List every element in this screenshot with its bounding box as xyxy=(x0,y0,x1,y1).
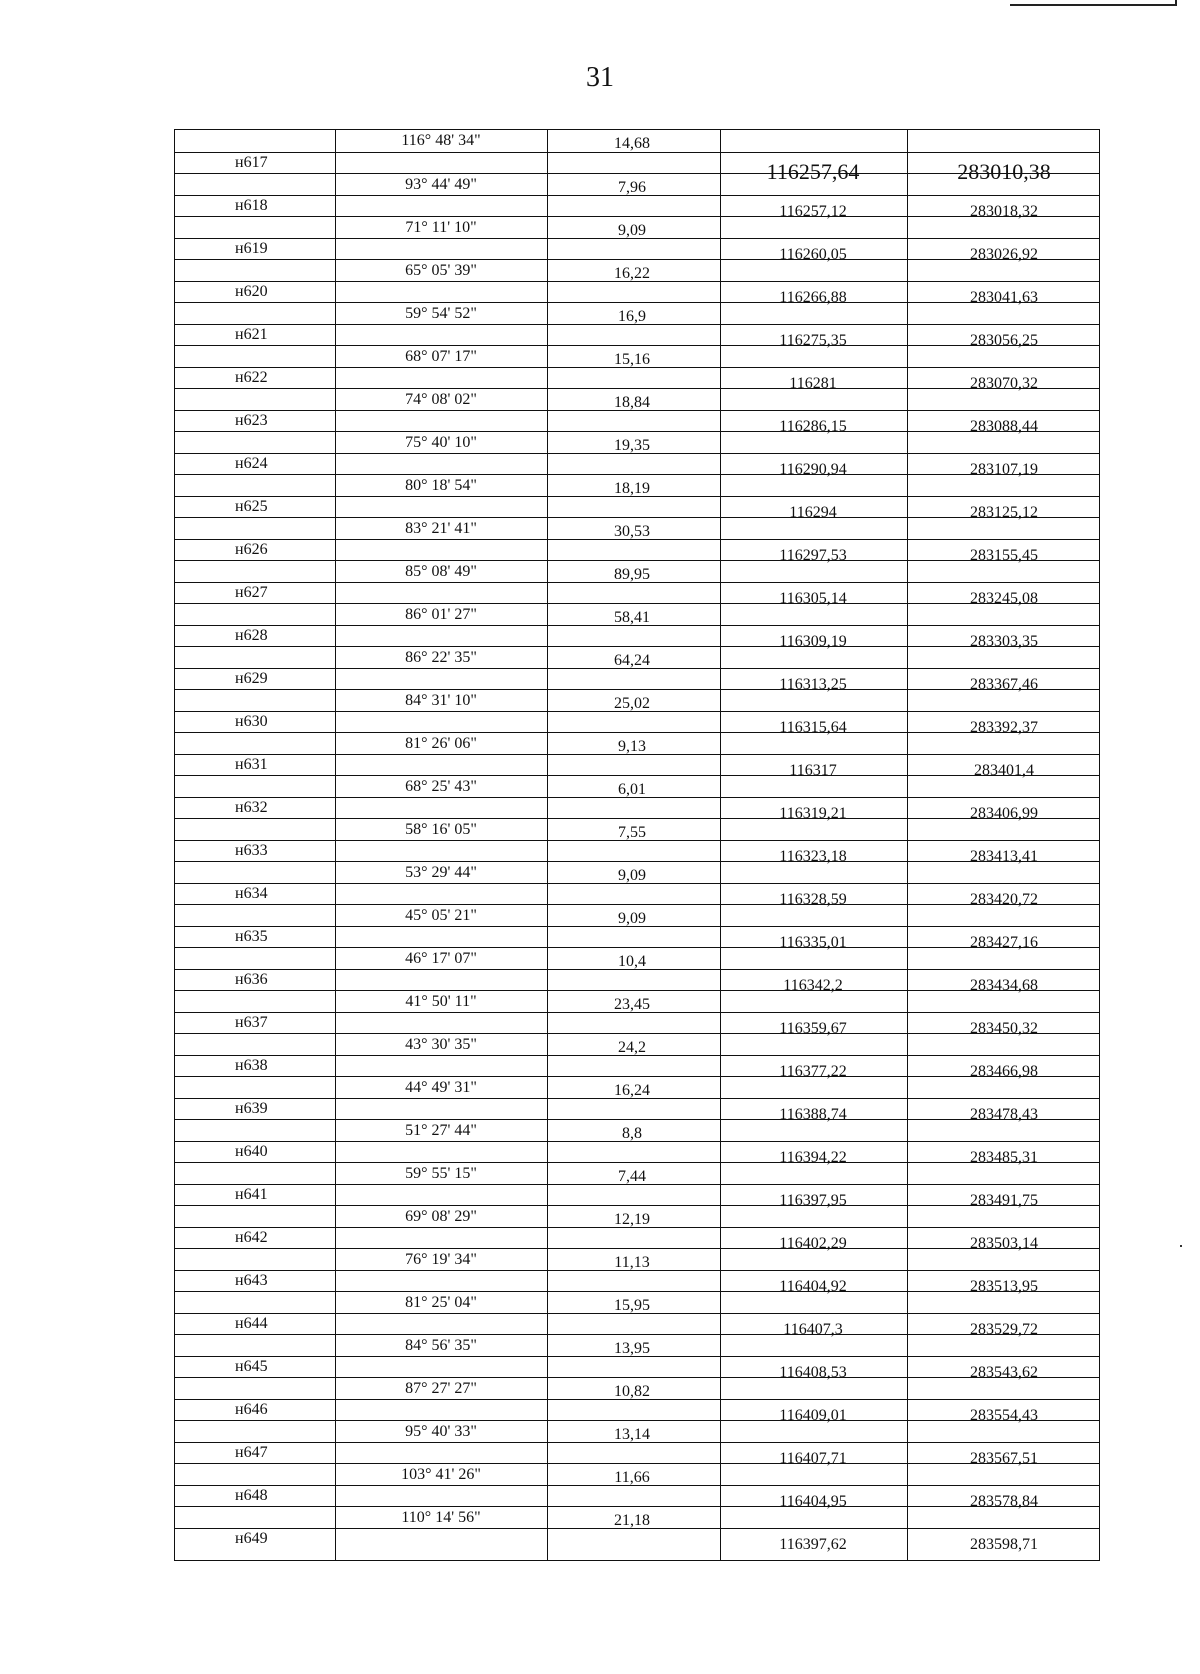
coordinate-y: 283026,92 xyxy=(970,245,1038,263)
coordinate-y: 283529,72 xyxy=(970,1320,1038,1338)
direction-angle: 41° 50' 11" xyxy=(405,993,477,1010)
row-divider xyxy=(175,861,1099,862)
row-divider xyxy=(175,152,1099,153)
coordinate-x: 116266,88 xyxy=(779,288,847,306)
segment-length: 16,24 xyxy=(614,1082,650,1099)
segment-length: 9,13 xyxy=(618,738,646,755)
point-name: н624 xyxy=(235,454,268,472)
direction-angle: 46° 17' 07" xyxy=(405,950,477,967)
row-divider xyxy=(175,302,1099,303)
row-divider xyxy=(175,474,1099,475)
row-divider xyxy=(175,1076,1099,1077)
point-name: н631 xyxy=(235,755,268,773)
coordinate-y: 283491,75 xyxy=(970,1191,1038,1209)
row-divider xyxy=(175,883,1099,884)
point-name: н620 xyxy=(235,282,268,300)
segment-length: 9,09 xyxy=(618,222,646,239)
row-divider xyxy=(175,711,1099,712)
direction-angle: 86° 01' 27" xyxy=(405,606,477,623)
row-divider xyxy=(175,539,1099,540)
coordinate-x: 116317 xyxy=(789,761,837,779)
direction-angle: 116° 48' 34" xyxy=(401,132,481,149)
coordinate-x: 116257,12 xyxy=(779,202,847,220)
row-divider xyxy=(175,582,1099,583)
direction-angle: 110° 14' 56" xyxy=(401,1509,481,1526)
segment-length: 7,55 xyxy=(618,824,646,841)
point-name: н619 xyxy=(235,239,268,257)
row-divider xyxy=(175,1184,1099,1185)
point-name: н646 xyxy=(235,1400,268,1418)
direction-angle: 86° 22' 35" xyxy=(405,649,477,666)
direction-angle: 95° 40' 33" xyxy=(405,1423,477,1440)
segment-length: 15,16 xyxy=(614,351,650,368)
top-corner-rule xyxy=(1010,0,1177,6)
point-name: н634 xyxy=(235,884,268,902)
row-divider xyxy=(175,453,1099,454)
direction-angle: 80° 18' 54" xyxy=(405,477,477,494)
direction-angle: 68° 07' 17" xyxy=(405,348,477,365)
row-divider xyxy=(175,388,1099,389)
point-name: н638 xyxy=(235,1056,268,1074)
row-divider xyxy=(175,281,1099,282)
coordinate-x: 116359,67 xyxy=(779,1019,847,1037)
direction-angle: 81° 26' 06" xyxy=(405,735,477,752)
row-divider xyxy=(175,410,1099,411)
point-name: н641 xyxy=(235,1185,268,1203)
coordinate-x: 116290,94 xyxy=(779,460,847,478)
direction-angle: 65° 05' 39" xyxy=(405,262,477,279)
segment-length: 16,9 xyxy=(618,308,646,325)
coordinate-y: 283056,25 xyxy=(970,331,1038,349)
row-divider xyxy=(175,1270,1099,1271)
coordinate-y: 283107,19 xyxy=(970,460,1038,478)
row-divider xyxy=(175,1162,1099,1163)
coordinate-x: 116397,62 xyxy=(779,1535,847,1553)
coordinate-y: 283434,68 xyxy=(970,976,1038,994)
coordinate-x: 116323,18 xyxy=(779,847,847,865)
row-divider xyxy=(175,1463,1099,1464)
direction-angle: 83° 21' 41" xyxy=(405,520,477,537)
direction-angle: 45° 05' 21" xyxy=(405,907,477,924)
point-name: н635 xyxy=(235,927,268,945)
segment-length: 7,44 xyxy=(618,1168,646,1185)
row-divider xyxy=(175,1098,1099,1099)
coordinate-x: 116286,15 xyxy=(779,417,847,435)
coordinate-y: 283450,32 xyxy=(970,1019,1038,1037)
coordinate-x: 116313,25 xyxy=(779,675,847,693)
coordinate-y: 283155,45 xyxy=(970,546,1038,564)
point-name: н643 xyxy=(235,1271,268,1289)
coordinate-y: 283420,72 xyxy=(970,890,1038,908)
row-divider xyxy=(175,818,1099,819)
segment-length: 10,82 xyxy=(614,1383,650,1400)
direction-angle: 76° 19' 34" xyxy=(405,1251,477,1268)
point-name: н622 xyxy=(235,368,268,386)
coordinate-y: 283367,46 xyxy=(970,675,1038,693)
coordinate-x: 116402,29 xyxy=(779,1234,847,1252)
coordinate-y: 283478,43 xyxy=(970,1105,1038,1123)
row-divider xyxy=(175,603,1099,604)
row-divider xyxy=(175,646,1099,647)
coordinate-y: 283018,32 xyxy=(970,202,1038,220)
direction-angle: 59° 55' 15" xyxy=(405,1165,477,1182)
segment-length: 89,95 xyxy=(614,566,650,583)
row-divider xyxy=(175,238,1099,239)
coordinate-x: 116260,05 xyxy=(779,245,847,263)
direction-angle: 103° 41' 26" xyxy=(401,1466,481,1483)
point-name: н645 xyxy=(235,1357,268,1375)
point-name: н623 xyxy=(235,411,268,429)
direction-angle: 87° 27' 27" xyxy=(405,1380,477,1397)
point-name: н630 xyxy=(235,712,268,730)
direction-angle: 58° 16' 05" xyxy=(405,821,477,838)
segment-length: 10,4 xyxy=(618,953,646,970)
coordinate-y: 283466,98 xyxy=(970,1062,1038,1080)
direction-angle: 93° 44' 49" xyxy=(405,176,477,193)
row-divider xyxy=(175,732,1099,733)
row-divider xyxy=(175,259,1099,260)
direction-angle: 84° 56' 35" xyxy=(405,1337,477,1354)
coordinate-y: 283427,16 xyxy=(970,933,1038,951)
row-divider xyxy=(175,195,1099,196)
coordinate-y: 283125,12 xyxy=(970,503,1038,521)
coordinate-x: 116257,64 xyxy=(766,158,860,184)
coordinate-x: 116294 xyxy=(789,503,837,521)
coordinate-y: 283503,14 xyxy=(970,1234,1038,1252)
segment-length: 13,95 xyxy=(614,1340,650,1357)
coordinate-x: 116342,2 xyxy=(783,976,843,994)
segment-length: 58,41 xyxy=(614,609,650,626)
coordinate-x: 116404,92 xyxy=(779,1277,847,1295)
direction-angle: 53° 29' 44" xyxy=(405,864,477,881)
point-name: н618 xyxy=(235,196,268,214)
row-divider xyxy=(175,926,1099,927)
direction-angle: 74° 08' 02" xyxy=(405,391,477,408)
direction-angle: 75° 40' 10" xyxy=(405,434,477,451)
row-divider xyxy=(175,1119,1099,1120)
point-name: н647 xyxy=(235,1443,268,1461)
row-divider xyxy=(175,1248,1099,1249)
point-name: н639 xyxy=(235,1099,268,1117)
row-divider xyxy=(175,1205,1099,1206)
segment-length: 24,2 xyxy=(618,1039,646,1056)
coordinate-y: 283598,71 xyxy=(970,1535,1038,1553)
coordinate-y: 283245,08 xyxy=(970,589,1038,607)
row-divider xyxy=(175,1227,1099,1228)
row-divider xyxy=(175,1334,1099,1335)
segment-length: 7,96 xyxy=(618,179,646,196)
point-name: н621 xyxy=(235,325,268,343)
row-divider xyxy=(175,1506,1099,1507)
row-divider xyxy=(175,775,1099,776)
point-name: н617 xyxy=(235,153,268,171)
segment-length: 18,84 xyxy=(614,394,650,411)
page-number: 31 xyxy=(586,62,614,93)
segment-length: 11,66 xyxy=(614,1469,650,1486)
segment-length: 18,19 xyxy=(614,480,650,497)
direction-angle: 85° 08' 49" xyxy=(405,563,477,580)
coordinate-x: 116408,53 xyxy=(779,1363,847,1381)
coordinate-y: 283401,4 xyxy=(974,761,1034,779)
direction-angle: 51° 27' 44" xyxy=(405,1122,477,1139)
segment-length: 8,8 xyxy=(622,1125,642,1142)
row-divider xyxy=(175,689,1099,690)
coordinate-y: 283392,37 xyxy=(970,718,1038,736)
coordinate-y: 283567,51 xyxy=(970,1449,1038,1467)
coordinate-x: 116404,95 xyxy=(779,1492,847,1510)
row-divider xyxy=(175,517,1099,518)
point-name: н633 xyxy=(235,841,268,859)
coordinate-x: 116407,71 xyxy=(779,1449,847,1467)
point-name: н642 xyxy=(235,1228,268,1246)
row-divider xyxy=(175,1356,1099,1357)
row-divider xyxy=(175,1442,1099,1443)
coordinate-y: 283578,84 xyxy=(970,1492,1038,1510)
coordinate-y: 283406,99 xyxy=(970,804,1038,822)
row-divider xyxy=(175,496,1099,497)
row-divider xyxy=(175,1420,1099,1421)
scan-speck xyxy=(1180,1245,1182,1247)
coordinate-y: 283513,95 xyxy=(970,1277,1038,1295)
point-name: н636 xyxy=(235,970,268,988)
coordinate-y: 283041,63 xyxy=(970,288,1038,306)
segment-length: 6,01 xyxy=(618,781,646,798)
coordinate-x: 116409,01 xyxy=(779,1406,847,1424)
coordinate-x: 116394,22 xyxy=(779,1148,847,1166)
row-divider xyxy=(175,431,1099,432)
row-divider xyxy=(175,904,1099,905)
row-divider xyxy=(175,1033,1099,1034)
segment-length: 9,09 xyxy=(618,910,646,927)
coordinate-y: 283485,31 xyxy=(970,1148,1038,1166)
direction-angle: 71° 11' 10" xyxy=(405,219,477,236)
segment-length: 13,14 xyxy=(614,1426,650,1443)
coordinate-y: 283543,62 xyxy=(970,1363,1038,1381)
direction-angle: 84° 31' 10" xyxy=(405,692,477,709)
coordinate-x: 116407,3 xyxy=(783,1320,843,1338)
row-divider xyxy=(175,367,1099,368)
coordinate-x: 116319,21 xyxy=(779,804,847,822)
segment-length: 15,95 xyxy=(614,1297,650,1314)
row-divider xyxy=(175,560,1099,561)
row-divider xyxy=(175,1399,1099,1400)
segment-length: 19,35 xyxy=(614,437,650,454)
row-divider xyxy=(175,1141,1099,1142)
direction-angle: 44° 49' 31" xyxy=(405,1079,477,1096)
segment-length: 21,18 xyxy=(614,1512,650,1529)
point-name: н648 xyxy=(235,1486,268,1504)
segment-length: 12,19 xyxy=(614,1211,650,1228)
coordinate-x: 116315,64 xyxy=(779,718,847,736)
coordinate-y: 283413,41 xyxy=(970,847,1038,865)
row-divider xyxy=(175,1012,1099,1013)
coordinate-x: 116397,95 xyxy=(779,1191,847,1209)
coordinate-x: 116297,53 xyxy=(779,546,847,564)
coordinate-y: 283303,35 xyxy=(970,632,1038,650)
point-name: н637 xyxy=(235,1013,268,1031)
segment-length: 23,45 xyxy=(614,996,650,1013)
segment-length: 25,02 xyxy=(614,695,650,712)
coordinate-x: 116305,14 xyxy=(779,589,847,607)
coordinate-x: 116388,74 xyxy=(779,1105,847,1123)
direction-angle: 68° 25' 43" xyxy=(405,778,477,795)
point-name: н626 xyxy=(235,540,268,558)
row-divider xyxy=(175,1485,1099,1486)
coordinate-x: 116275,35 xyxy=(779,331,847,349)
row-divider xyxy=(175,1055,1099,1056)
row-divider xyxy=(175,216,1099,217)
coordinate-y: 283070,32 xyxy=(970,374,1038,392)
segment-length: 14,68 xyxy=(614,135,650,152)
point-name: н629 xyxy=(235,669,268,687)
row-divider xyxy=(175,990,1099,991)
coordinate-x: 116328,59 xyxy=(779,890,847,908)
row-divider xyxy=(175,797,1099,798)
segment-length: 16,22 xyxy=(614,265,650,282)
direction-angle: 81° 25' 04" xyxy=(405,1294,477,1311)
point-name: н644 xyxy=(235,1314,268,1332)
coordinate-x: 116281 xyxy=(789,374,837,392)
row-divider xyxy=(175,1291,1099,1292)
coordinate-x: 116335,01 xyxy=(779,933,847,951)
coordinate-x: 116377,22 xyxy=(779,1062,847,1080)
segment-length: 30,53 xyxy=(614,523,650,540)
row-divider xyxy=(175,1313,1099,1314)
row-divider xyxy=(175,1528,1099,1529)
row-divider xyxy=(175,324,1099,325)
row-divider xyxy=(175,668,1099,669)
row-divider xyxy=(175,173,1099,174)
point-name: н628 xyxy=(235,626,268,644)
direction-angle: 69° 08' 29" xyxy=(405,1208,477,1225)
row-divider xyxy=(175,625,1099,626)
row-divider xyxy=(175,969,1099,970)
row-divider xyxy=(175,840,1099,841)
point-name: н627 xyxy=(235,583,268,601)
coordinate-y: 283010,38 xyxy=(957,158,1051,184)
point-name: н625 xyxy=(235,497,268,515)
coordinate-y: 283088,44 xyxy=(970,417,1038,435)
row-divider xyxy=(175,754,1099,755)
point-name: н640 xyxy=(235,1142,268,1160)
segment-length: 64,24 xyxy=(614,652,650,669)
row-divider xyxy=(175,947,1099,948)
point-name: н632 xyxy=(235,798,268,816)
segment-length: 11,13 xyxy=(614,1254,650,1271)
segment-length: 9,09 xyxy=(618,867,646,884)
row-divider xyxy=(175,345,1099,346)
direction-angle: 43° 30' 35" xyxy=(405,1036,477,1053)
direction-angle: 59° 54' 52" xyxy=(405,305,477,322)
coordinate-y: 283554,43 xyxy=(970,1406,1038,1424)
point-name: н649 xyxy=(235,1529,268,1547)
coordinate-x: 116309,19 xyxy=(779,632,847,650)
coordinates-table xyxy=(174,129,1100,1561)
row-divider xyxy=(175,1377,1099,1378)
